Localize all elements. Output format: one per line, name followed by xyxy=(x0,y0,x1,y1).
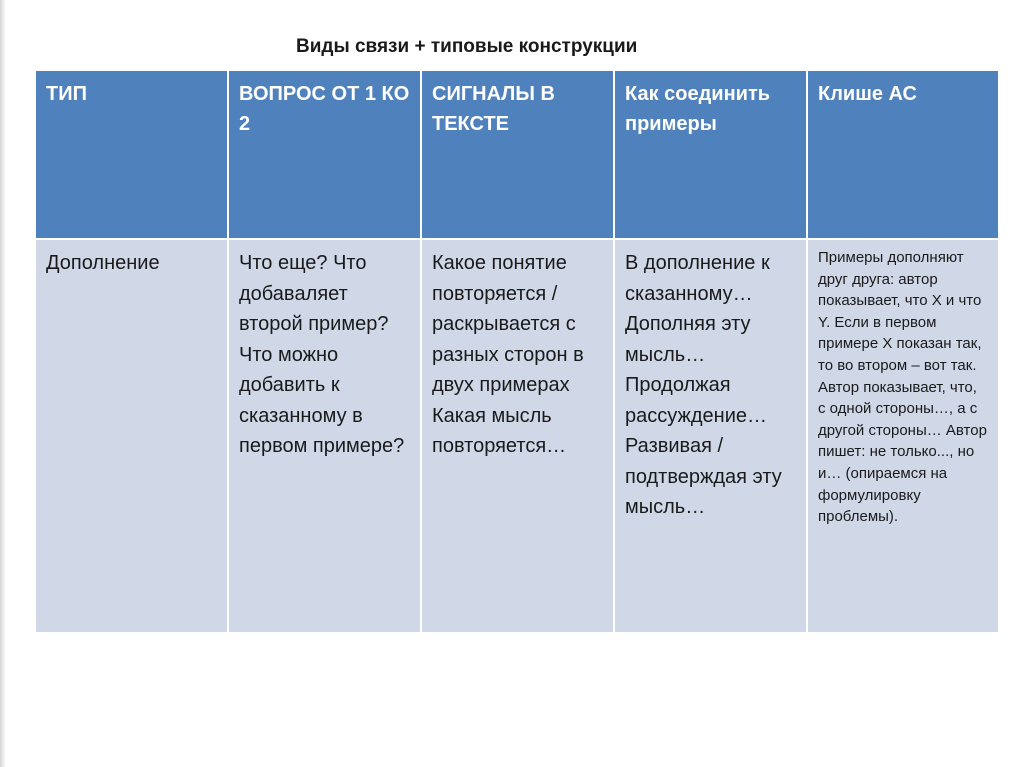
slide-title: Виды связи + типовые конструкции xyxy=(296,36,638,57)
cell-how-to-connect: В дополнение к сказанному… Дополняя эту мысль… Продолжая рассуждение… Развивая / подтверждая эту мысль… xyxy=(614,239,807,633)
cell-type: Дополнение xyxy=(35,239,228,633)
header-cell-type: ТИП xyxy=(35,70,228,239)
connection-types-table xyxy=(34,69,1000,634)
table-row xyxy=(35,239,999,633)
cell-signals: Какое понятие повторяется / раскрывается с разных сторон в двух примерах Какая мысль повторяется… xyxy=(421,239,614,633)
table-header-row xyxy=(35,70,999,239)
cell-cliche: Примеры дополняют друг друга: автор показывает, что X и что Y. Если в первом примере X показан так, то во втором – вот так. Автор показывает, что, с одной стороны…, а с другой стороны… Автор пишет: не только..., но и… (опираемся на формулировку проблемы). xyxy=(807,239,999,633)
slide-edge-shadow xyxy=(0,0,6,767)
cell-question: Что еще? Что добавaляет второй пример? Что можно добавить к сказанному в первом примере? xyxy=(228,239,421,633)
header-cell-how-to-connect: Как соединить примеры xyxy=(614,70,807,239)
header-cell-question: ВОПРОС ОТ 1 КО 2 xyxy=(228,70,421,239)
header-cell-cliche: Клише АС xyxy=(807,70,999,239)
header-cell-signals: СИГНАЛЫ В ТЕКСТЕ xyxy=(421,70,614,239)
